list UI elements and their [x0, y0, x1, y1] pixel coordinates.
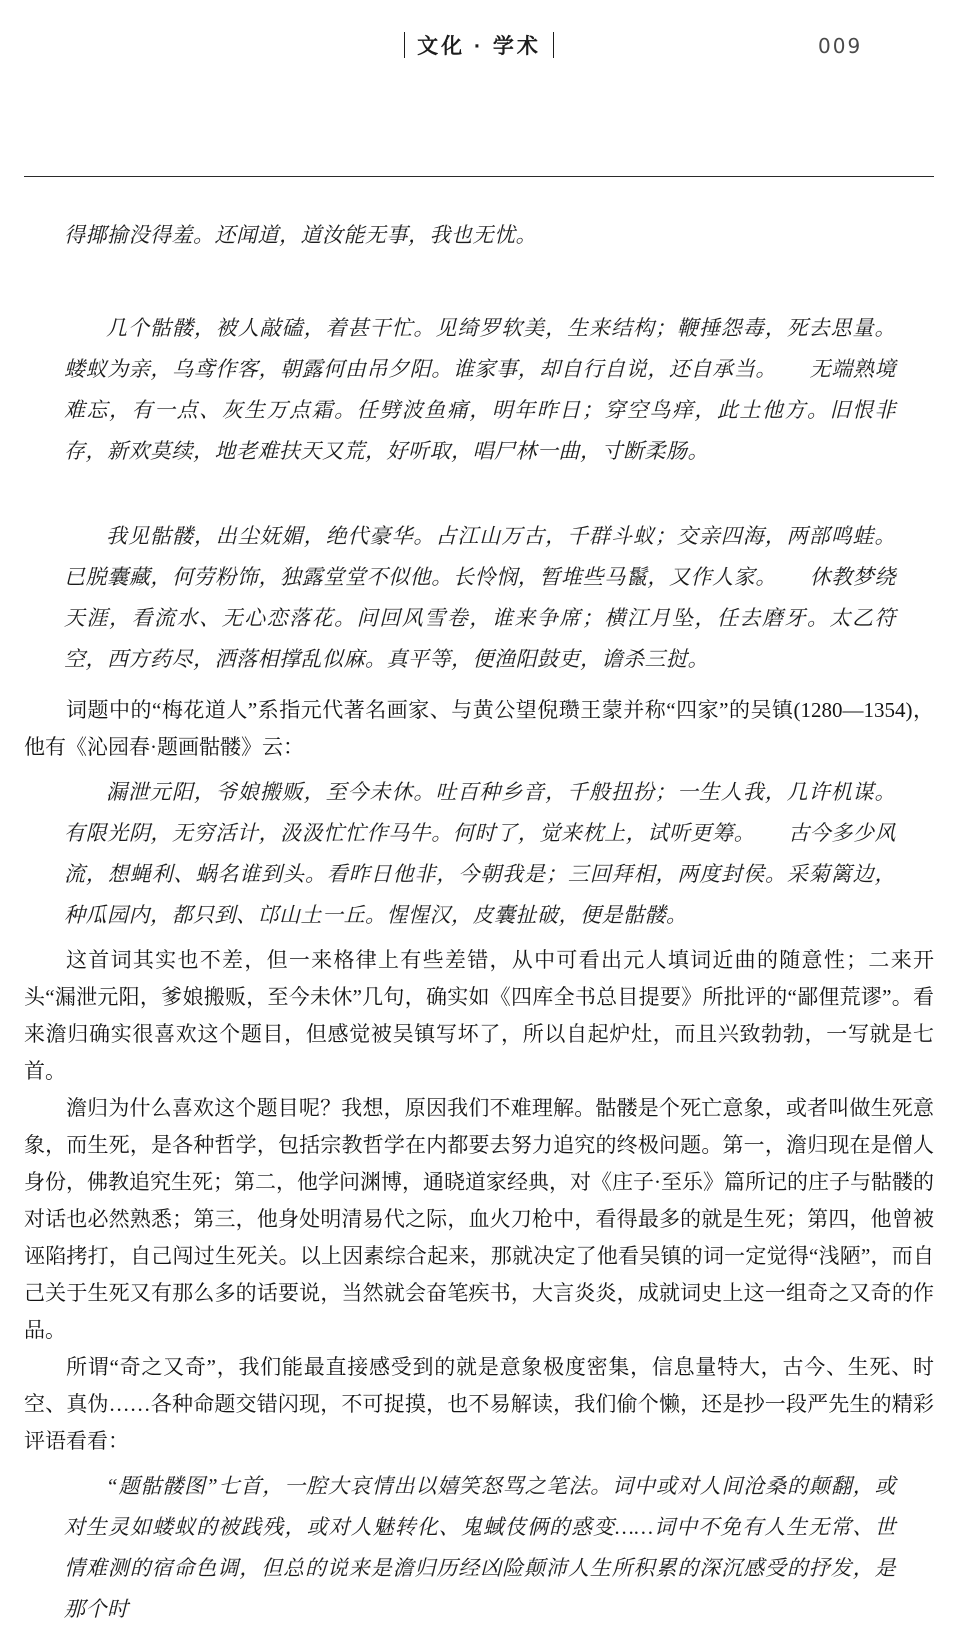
paragraph-comment-on-wuzhen: 这首词其实也不差，但一来格律上有些差错，从中可看出元人填词近曲的随意性；二来开头“漏泄元阳，爹娘搬贩，至今未休”几句，确实如《四库全书总目提要》所批评的“鄙俚荒谬”。看来澹归确实很喜欢这个题目，但感觉被吴镇写坏了，所以自起炉灶，而且兴致勃勃，一写就是七首。 [24, 948, 934, 1083]
paragraph-why-danggui-likes: 澹归为什么喜欢这个题目呢？我想，原因我们不难理解。骷髅是个死亡意象，或者叫做生死意象，而生死，是各种哲学，包括宗教哲学在内都要去努力追究的终极问题。第一，澹归现在是僧人身份，佛教追究生死；第二，他学问渊博，通晓道家经典，对《庄子·至乐》篇所记的庄子与骷髅的对话也必然熟悉；第三，他身处明清易代之际，血火刀枪中，看得最多的就是生死；第四，他曾被诬陷拷打，自己闯过生死关。以上因素综合起来，那就决定了他看吴镇的词一定觉得“浅陋”，而自己关于生死又有那么多的话要说，当然就会奋笔疾书，大言炎炎，成就词史上这一组奇之又奇的作品。 [24, 1096, 934, 1342]
quote-yan-commentary: “题骷髅图”七首，一腔大哀情出以嬉笑怒骂之笔法。词中或对人间沧桑的颠翻，或对生灵如蝼蚁的被践残，或对人魅转化、鬼蜮伎俩的惑变……词中不免有人生无常、世情难测的宿命色调，但总的说来是澹归历经凶险颠沛人生所积累的深沉感受的抒发，是那个时 [64, 1474, 896, 1621]
section-title [0, 30, 958, 60]
body-text [24, 215, 934, 1630]
poem-louxie-yuanyang: 漏泄元阳，爷娘搬贩，至今未休。吐百种乡音，千般扭扮；一生人我，几许机谋。有限光阴，无穷活计，汲汲忙忙作马牛。何时了，觉来枕上，试听更筹。 古今多少风流，想蝇利、蜗名谁到头。看昨日他非，今朝我是；三回拜相，两度封侯。采菊篱边，种瓜园内，都只到、邙山土一丘。惺惺汉，皮囊扯破，便是骷髅。 [64, 780, 896, 927]
title-left-bar [404, 32, 405, 58]
page-number: 009 [818, 34, 863, 58]
poem-wo-jian-kulou: 我见骷髅，出尘妩媚，绝代豪华。占江山万古，千群斗蚁；交亲四海，两部鸣蛙。已脱囊藏，何劳粉饰，独露堂堂不似他。长怜悯，暂堆些马鬣，又作人家。 休教梦绕天涯，看流水、无心恋落花。问回风雪卷，谁来争席；横江月坠，任去磨牙。太乙符空，西方药尽，洒落相撑乱似麻。真平等，便渔阳鼓吏，谵杀三挝。 [64, 524, 896, 671]
poem-ji-ge-kulou: 几个骷髅，被人敲磕，着甚干忙。见绮罗软美，生来结构；鞭捶怨毒，死去思量。蝼蚁为亲，乌鸢作客，朝露何由吊夕阳。谁家事，却自行自说，还自承当。 无端熟境难忘，有一点、灰生万点霜。任劈波鱼痛，明年昨日；穿空鸟痒，此土他方。旧恨非存，新欢莫续，地老难扶天又荒，好听取，唱尸林一曲，寸断柔肠。 [64, 316, 896, 463]
paragraph-wuzhen-intro: 词题中的“梅花道人”系指元代著名画家、与黄公望倪瓒王蒙并称“四家”的吴镇(1280—1354)，他有《沁园春·题画骷髅》云： [24, 698, 934, 759]
title-right-bar [553, 32, 554, 58]
section-title-text: 文化 · 学术 [417, 35, 541, 58]
running-head [0, 0, 958, 64]
paragraph-qi-zhi-you-qi: 所谓“奇之又奇”，我们能最直接感受到的就是意象极度密集，信息量特大，古今、生死、时空、真伪……各种命题交错闪现，不可捉摸，也不易解读，我们偷个懒，还是抄一段严先生的精彩评语看看： [24, 1355, 934, 1453]
header-rule [24, 176, 934, 177]
verse-continuation-line: 得揶揄没得羞。还闻道，道汝能无事，我也无忧。 [64, 223, 537, 247]
